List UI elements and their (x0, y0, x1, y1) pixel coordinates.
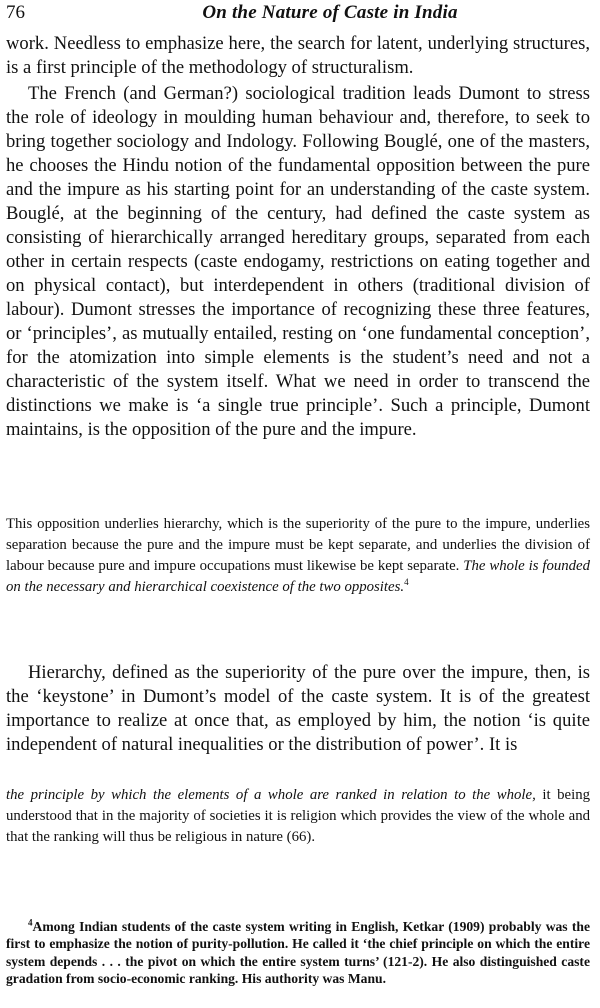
block-quote-1-text (6, 514, 590, 598)
footnote-number: 4 (28, 917, 33, 928)
block-quote-1 (6, 514, 590, 598)
footnote-text (6, 918, 590, 988)
footnote (6, 918, 590, 988)
paragraph-3-text: Hierarchy, defined as the superiority of the pure over the impure, then, is the ‘keystone’ in Dumont’s model of the caste system. It is of the greatest importance to realize at once that, as employed by him, the notion ‘is quite independent of natural inequalities or the distribution of power’. It is (6, 662, 590, 755)
paragraph-3 (6, 661, 590, 757)
footnote-marker: 4 (404, 577, 409, 588)
quote-1-plain: This opposition underlies hierarchy, which is the superiority of the pure to the impure, underlies separation because the pure and the impure must be kept separate, and underlies the division of labour because pure and impure occupations must likewise be kept separate. (6, 516, 590, 574)
block-quote-2-text (6, 785, 590, 848)
paragraph-1 (6, 32, 590, 80)
footnote-body: Among Indian students of the caste system writing in English, Ketkar (1909) probably was the first to emphasize the notion of purity-pollution. He called it ‘the chief principle on which the entire system depends . . . the pivot on which the entire system turns’ (121-2). He also distinguished caste gradation from socio-economic ranking. His authority was Manu. (6, 919, 590, 987)
quote-2-plain: it being understood that in the majority of societies it is religion which provides the view of the whole and that the ranking will thus be religious in nature (66). (6, 787, 591, 845)
paragraph-1-text: work. Needless to emphasize here, the search for latent, underlying structures, is a first principle of the methodology of structuralism. (6, 33, 590, 78)
paragraph-2 (6, 82, 590, 442)
quote-1-italic: The whole is founded on the necessary and hierarchical coexistence of the two opposites. (6, 558, 591, 595)
page-header (6, 2, 594, 28)
paragraph-2-text: The French (and German?) sociological tradition leads Dumont to stress the role of ideology in moulding human behaviour and, therefore, to seek to bring together sociology and Indology. Following Bouglé, one of the masters, he chooses the Hindu notion of the fundamental opposition between the pure and the impure as his starting point for an understanding of the caste system. Bouglé, at the beginning of the century, had defined the caste system as consisting of hierarchically arranged hereditary groups, separated from each other in certain respects (caste endogamy, restrictions on eating together and on physical contact), but interdependent in others (traditional division of labour). Dumont stresses the importance of recognizing these three features, or ‘principles’, as mutually entailed, resting on ‘one fundamental conception’, for the atomization into simple elements is the student’s need and not a characteristic of the system itself. What we need in order to transcend the distinctions we make is ‘a single true principle’. Such a principle, Dumont maintains, is the opposition of the pure and the impure. (6, 83, 590, 440)
running-title: On the Nature of Caste in India (202, 2, 458, 23)
block-quote-2 (6, 785, 590, 848)
quote-2-italic: the principle by which the elements of a whole are ranked in relation to the whole, (6, 787, 536, 803)
page-number: 76 (6, 2, 25, 23)
